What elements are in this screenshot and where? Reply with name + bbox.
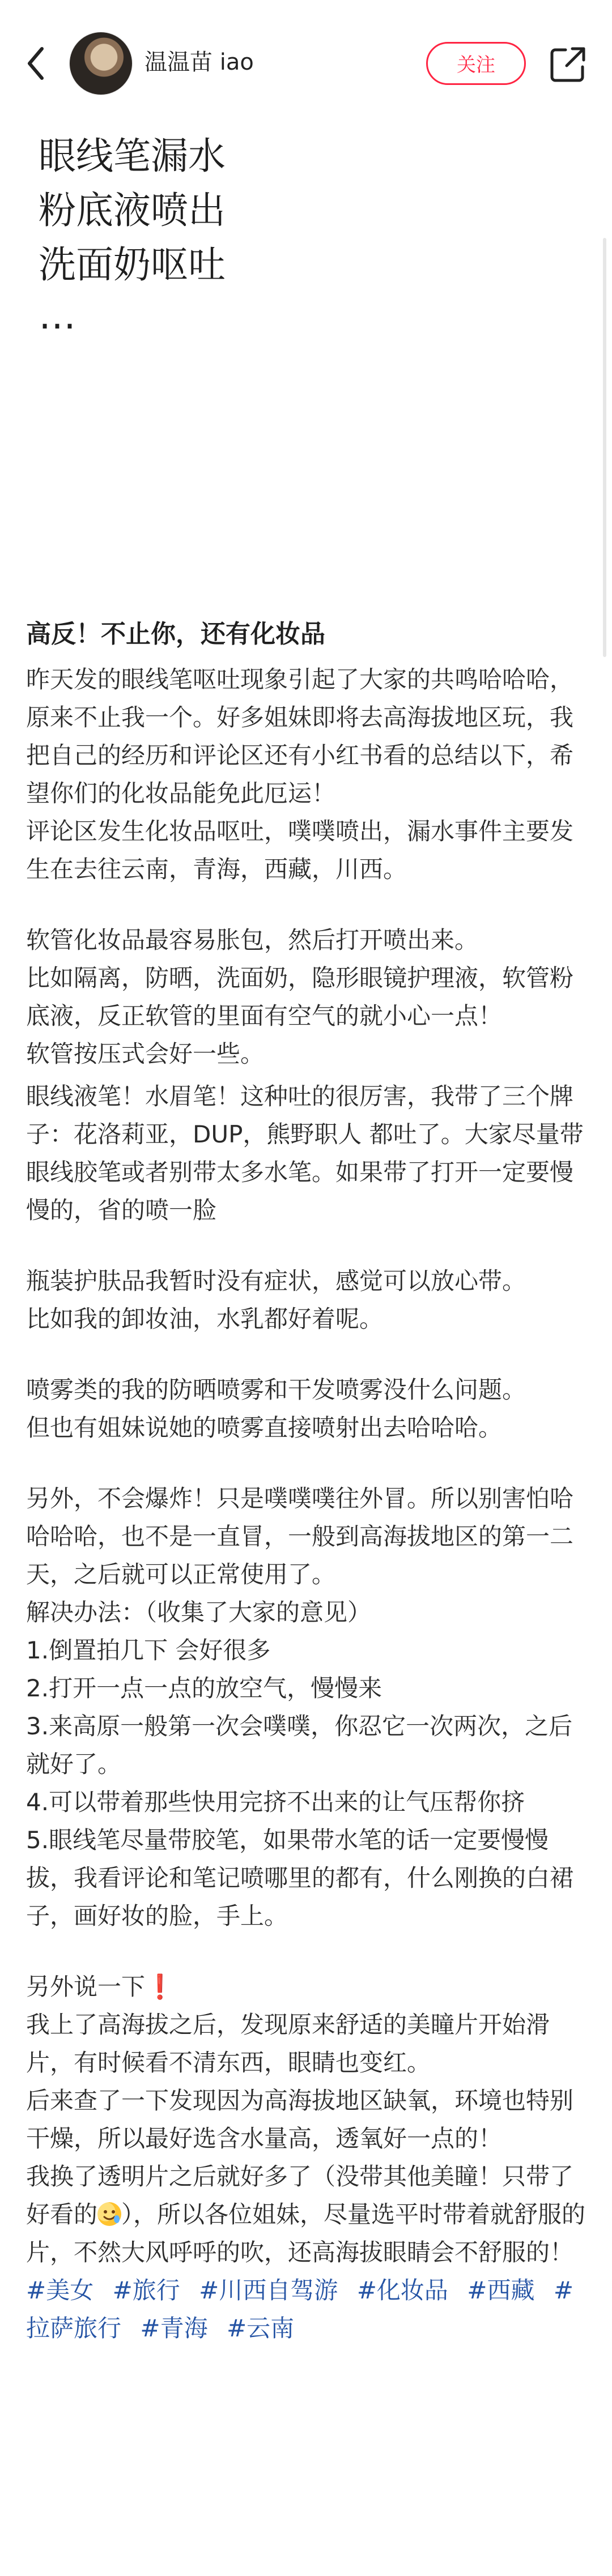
note-paragraph-text: 我上了高海拔之后，发现原来舒适的美瞳片开始滑片，有时候看不清东西，眼睛也变红。 后来查了一下发现因为高海拔地区缺氧，环境也特别干燥，所以最好选含水量高，透氧好一点的！ 我换了透明片之后就好多了（没带其他美瞳！只带了好看的: [26, 2011, 574, 2228]
note-paragraph: 瓶装护肤品我暂时没有症状，感觉可以放心带。 比如我的卸妆油，水乳都好着呢。: [26, 1267, 526, 1333]
scroll-indicator: [603, 238, 606, 657]
note-content: [26, 616, 587, 2347]
note-paragraph: 另外，不会爆炸！只是噗噗噗往外冒。所以别害怕哈哈哈哈，也不是一直冒，一般到高海拔地区的第一二天，之后就可以正常使用了。 解决办法：（收集了大家的意见） 1.倒置拍几下 会好很多 2.打开一点一点的放空气，慢慢来 3.来高原一般第一次会噗噗，你忍它一次两次，之后就好了。 4.可以带着那些快用完挤不出来的让气压帮你挤 5.眼线笔尽量带胶笔，如果带水笔的话一定要慢慢拔，我看评论和笔记喷哪里的都有，什么刚换的白裙子，画好妆的脸，手上。: [26, 1485, 574, 1930]
author-name[interactable]: 温温苗 iao: [144, 49, 254, 75]
topic-tag[interactable]: #川西自驾游: [199, 2276, 338, 2304]
paragraph-gap: [26, 1073, 587, 1077]
topic-tag[interactable]: #化妆品: [356, 2276, 448, 2304]
topic-tag[interactable]: #拉萨旅行: [26, 2276, 574, 2342]
note-paragraph-heading: [26, 1968, 587, 2006]
topic-tags: [26, 2271, 587, 2347]
note-image-slide[interactable]: [0, 125, 612, 600]
back-arrow-icon[interactable]: [23, 43, 50, 84]
exclamation-icon: ❗: [145, 1973, 175, 2001]
paragraph-gap: [26, 1338, 587, 1371]
topic-tag[interactable]: #旅行: [112, 2276, 180, 2304]
cover-text-line-3: 洗面奶呕吐: [39, 243, 226, 287]
topic-tag[interactable]: #云南: [226, 2314, 295, 2342]
paragraph-gap: [26, 1447, 587, 1479]
topic-tag[interactable]: #美女: [26, 2276, 94, 2304]
note-paragraph: 昨天发的眼线笔呕吐现象引起了大家的共鸣哈哈哈，原来不止我一个。好多姐妹即将去高海拔地区玩，我把自己的经历和评论区还有小红书看的总结以下，希望你们的化妆品能免此厄运！ 评论区发生化妆品呕吐，噗噗喷出，漏水事件主要发生在去往云南，青海，西藏，川西。: [26, 666, 574, 883]
cover-text-line-2: 粉底液喷出: [39, 189, 226, 232]
note-paragraph: 喷雾类的我的防晒喷雾和干发喷雾没什么问题。 但也有姐妹说她的喷雾直接喷射出去哈哈哈。: [26, 1376, 526, 1441]
paragraph-gap: [26, 1935, 587, 1968]
smiling-face-emoji-icon: [97, 2202, 121, 2226]
note-paragraph: [26, 2006, 587, 2271]
paragraph-gap: [26, 888, 587, 921]
topic-tag[interactable]: #青海: [140, 2314, 208, 2342]
topic-tag[interactable]: #西藏: [467, 2276, 535, 2304]
avatar[interactable]: [69, 32, 133, 95]
top-bar: [0, 0, 612, 125]
share-icon[interactable]: [549, 44, 588, 84]
note-paragraph-text: 另外说一下: [26, 1973, 146, 2001]
note-paragraph-text: ），所以各位姐妹，尽量选平时带着就舒服的片，不然大风呼呼的吹，还高海拔眼睛会不舒服的！: [26, 2200, 586, 2266]
note-paragraph: 软管化妆品最容易胀包，然后打开喷出来。 比如隔离，防晒，洗面奶，隐形眼镜护理液，软管粉底液，反正软管的里面有空气的就小心一点！ 软管按压式会好一些。: [26, 926, 574, 1068]
follow-button[interactable]: 关注: [426, 42, 526, 85]
note-title: 高反！不止你，还有化妆品: [26, 620, 325, 649]
note-paragraph: 眼线液笔！水眉笔！这种吐的很厉害，我带了三个牌子：花洛莉亚，DUP，熊野职人 都吐了。大家尽量带眼线胶笔或者别带太多水笔。如果带了打开一定要慢慢的，省的喷一脸: [26, 1082, 584, 1224]
paragraph-gap: [26, 1229, 587, 1262]
cover-text-line-1: 眼线笔漏水: [39, 134, 226, 178]
cover-text-line-4: …: [39, 294, 76, 338]
